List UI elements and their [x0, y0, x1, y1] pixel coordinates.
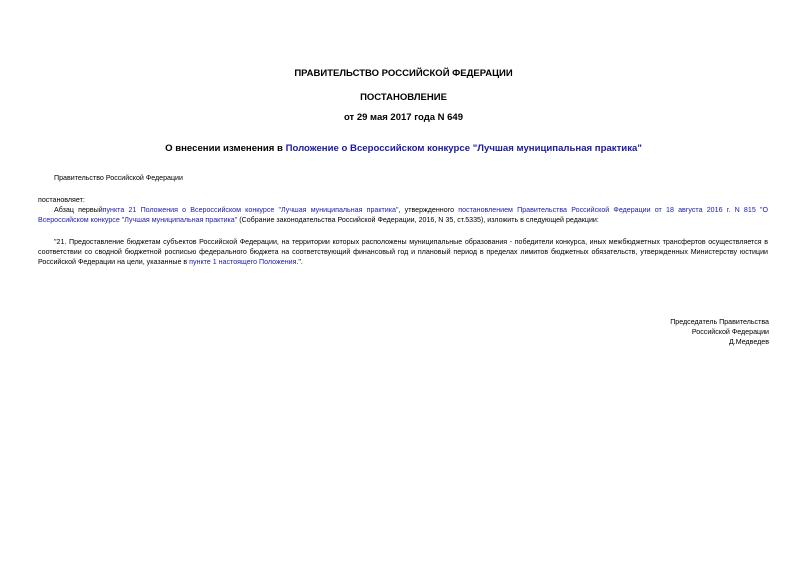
signature-position: Председатель Правительства	[670, 318, 769, 326]
quoted-paragraph	[38, 237, 768, 268]
main-text-3: (Собрание законодательства Российской Федерации, 2016, N 35, ст.5335), изложить в следующей редакции:	[237, 216, 599, 225]
title-prefix: О внесении изменения в	[165, 143, 286, 154]
resolves-line: постановляет:	[38, 196, 85, 204]
document-type-heading: ПОСТАНОВЛЕНИЕ	[360, 92, 447, 103]
signature-name: Д.Медведев	[728, 338, 769, 346]
quote-text-1: "21. Предоставление бюджетам субъектов Российской Федерации, на территории которых расположены муниципальные образования - победители конкурса, иных межбюджетных трансфертов осуществляется в соответствии со сводной бюджетной росписью федерального бюджета на соответствующий финансовый год и плановый период в пределах лимитов бюджетных обязательств, утвержденных Министерству юстиции Российской Федерации на цели, указанные в	[38, 238, 768, 267]
document-title	[0, 143, 807, 154]
main-text-1: Абзац первый	[54, 206, 103, 214]
link-paragraph-21[interactable]: пункта 21 Положения о Всероссийском конкурсе "Лучшая муниципальная практика"	[102, 206, 399, 214]
date-number-heading: от 29 мая 2017 года N 649	[343, 112, 464, 123]
link-resolution-815[interactable]: постановлением Правительства Российской Федерации от 18 августа 2016 г. N 815 "О Всероссийском конкурсе "Лучшая муниципальная практика"	[38, 206, 769, 225]
signature-country: Российской Федерации	[691, 328, 769, 336]
link-paragraph-1[interactable]: пункте 1 настоящего Положения	[189, 258, 297, 267]
quote-text-2: .".	[296, 258, 303, 267]
title-link-regulation[interactable]: Положение о Всероссийском конкурсе "Лучшая муниципальная практика"	[285, 143, 642, 154]
issuer-heading: ПРАВИТЕЛЬСТВО РОССИЙСКОЙ ФЕДЕРАЦИИ	[294, 68, 513, 79]
main-paragraph	[38, 205, 768, 225]
government-line: Правительство Российской Федерации	[54, 174, 183, 182]
main-text-2: , утвержденного	[398, 206, 459, 214]
